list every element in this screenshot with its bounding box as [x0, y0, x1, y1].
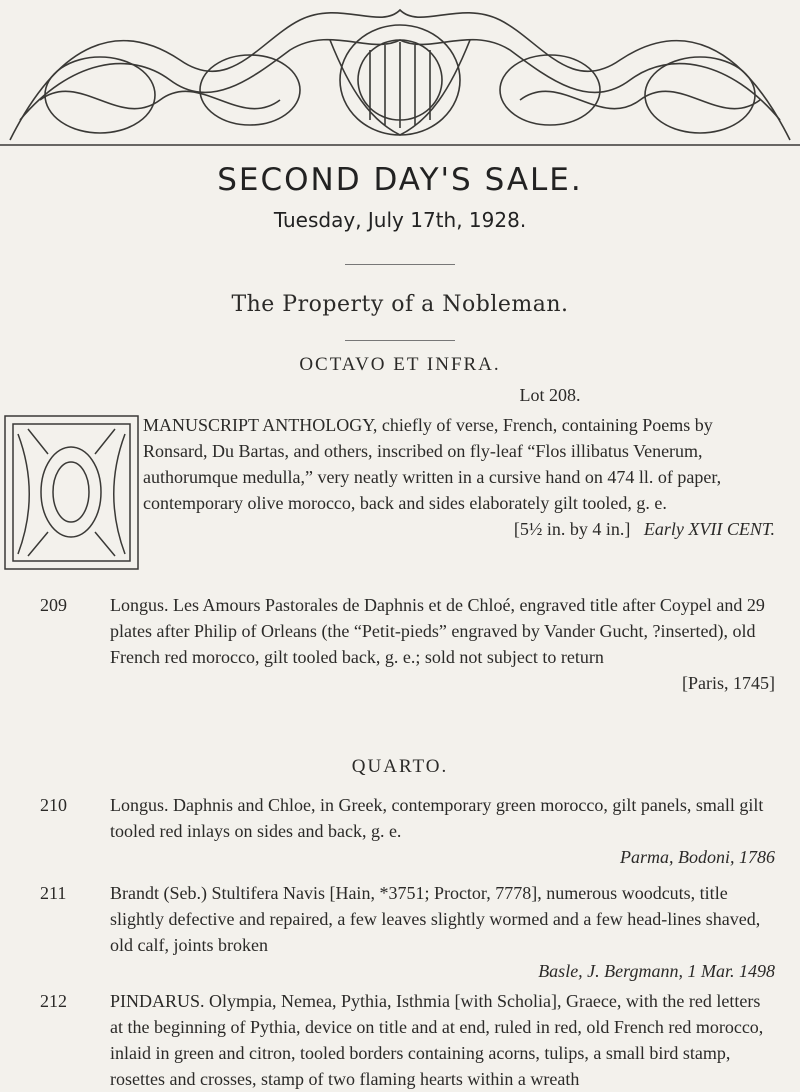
lot-imprint: Basle, J. Bergmann, 1 Mar. 1498 [538, 961, 775, 981]
lot-208-description: MANUSCRIPT ANTHOLOGY, chiefly of verse, French, containing Poems by Ronsard, Du Bartas, and others, inscribed on fly-leaf “Flos illibatus Venerum, authorumque medulla,” very neatly written in a cursive hand on 474 ll. of paper, contemporary olive morocco, back and sides elaborately gilt tooled, g. e. [143, 415, 722, 513]
lot-209 [40, 592, 775, 696]
lot-211 [40, 880, 775, 984]
sale-title: SECOND DAY'S SALE. [217, 162, 583, 198]
lot-208 [143, 412, 775, 542]
lot-description: Longus. Les Amours Pastorales de Daphnis et de Chloé, engraved title after Coypel and 29 plates after Philip of Orleans (the “Petit-pieds” engraved by Vander Gucht, ?inserted), old French red morocco, gilt tooled back, g. e.; sold not subject to return [110, 595, 765, 667]
section-quarto: QUARTO. [351, 756, 449, 777]
lot-imprint: [Paris, 1745] [682, 673, 775, 693]
lot-description: PINDARUS. Olympia, Nemea, Pythia, Isthmia [with Scholia], Graece, with the red letters at the beginning of Pythia, device on title and at end, ruled in red, old French red morocco, inlaid in green and citron, tooled borders containing acorns, tulips, a small bird stamp, rosettes and crosses, stamp of two flaming hearts within a wreath [110, 991, 764, 1089]
property-heading: The Property of a Nobleman. [231, 292, 569, 317]
decorative-initial-ornament [3, 414, 140, 571]
divider [345, 340, 455, 341]
section-octavo: OCTAVO ET INFRA. [299, 354, 501, 375]
sale-date: Tuesday, July 17th, 1928. [273, 208, 527, 232]
lot-description: Brandt (Seb.) Stultifera Navis [Hain, *3751; Proctor, 7778], numerous woodcuts, title slightly defective and repaired, a few leaves slightly wormed and a few head-lines shaved, old calf, joints broken [110, 883, 761, 955]
lot-number: 209 [40, 595, 67, 615]
lot-imprint: Parma, Bodoni, 1786 [620, 847, 775, 867]
lot-number: 212 [40, 991, 67, 1011]
lot-description: Longus. Daphnis and Chloe, in Greek, contemporary green morocco, gilt panels, small gilt tooled red inlays on sides and back, g. e. [110, 795, 764, 841]
lot-208-date: Early XVII CENT. [643, 519, 775, 539]
decorative-header-ornament [0, 0, 800, 150]
lot-208-size: [5½ in. by 4 in.] [513, 519, 631, 539]
lot-210 [40, 792, 775, 870]
divider [345, 264, 455, 265]
lot-number: 210 [40, 795, 67, 815]
lot-208-label: Lot 208. [519, 385, 581, 405]
lot-212 [40, 988, 775, 1092]
lot-number: 211 [40, 883, 67, 903]
